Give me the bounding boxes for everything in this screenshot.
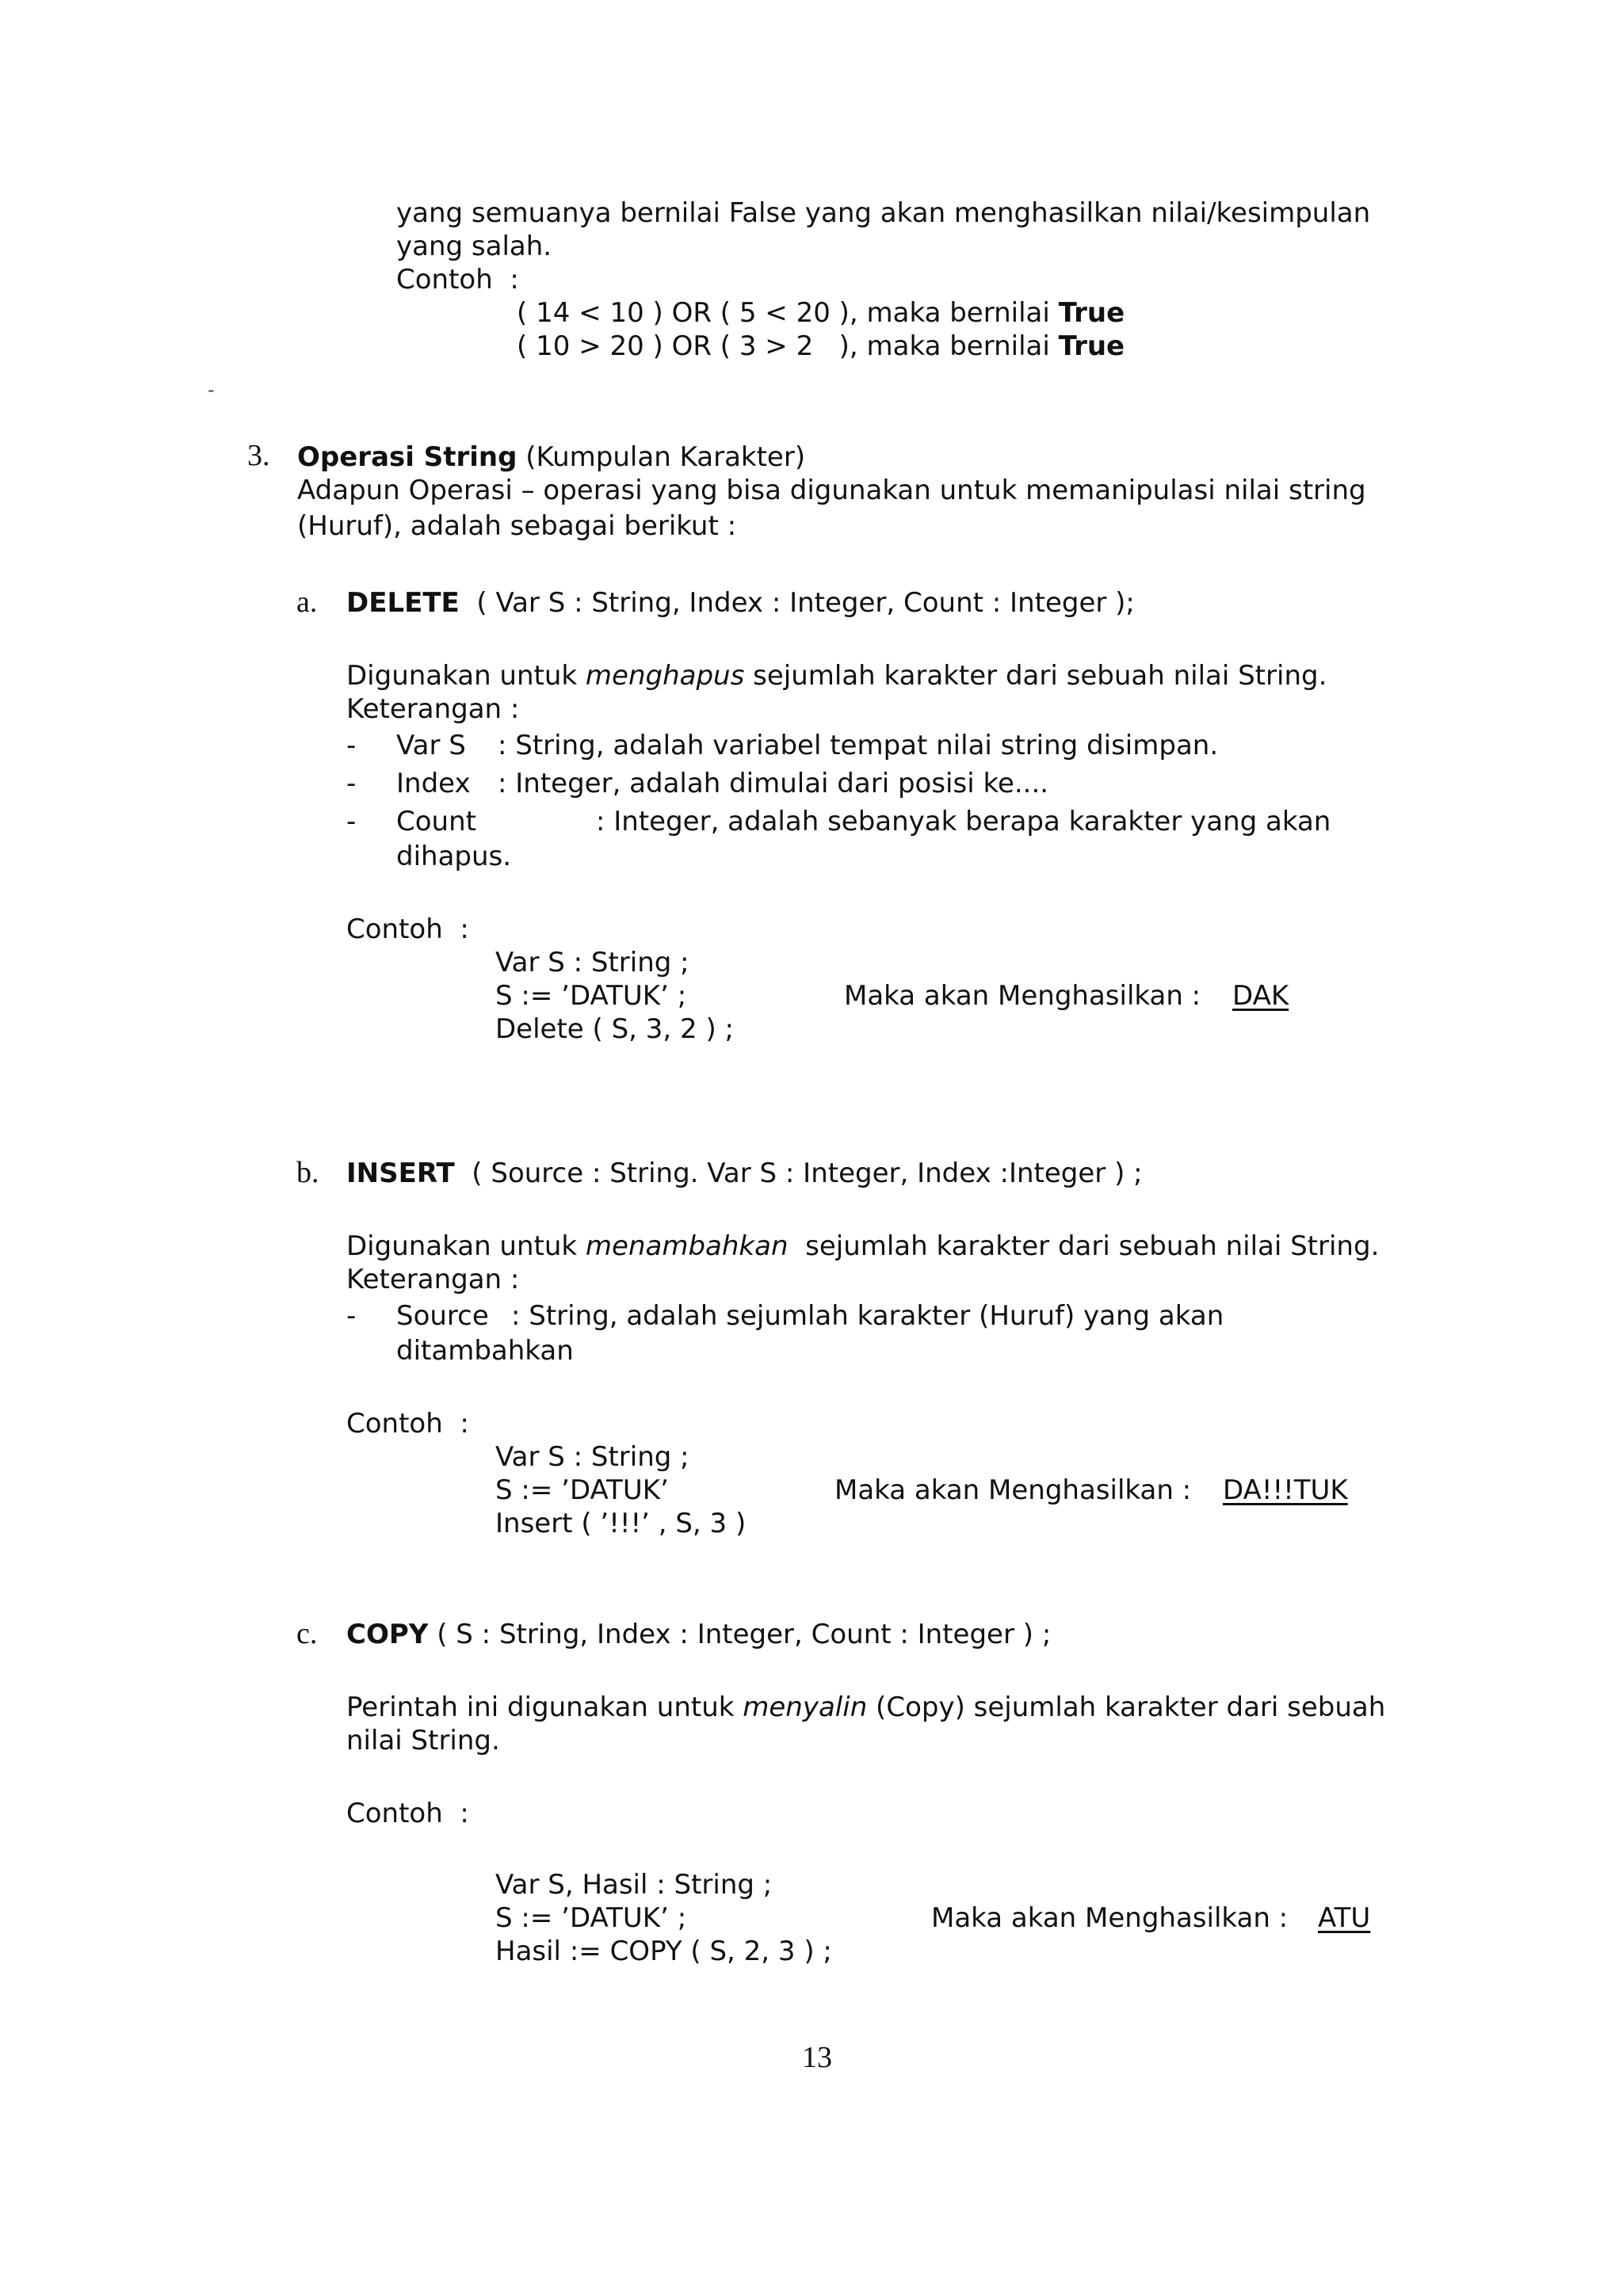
item-c-description-2: nilai String. [346,1725,500,1756]
intro-example-1 [517,296,1125,330]
item-a-bullet-dash: - [346,806,357,837]
item-b-signature: ( Source : String. Var S : Integer, Index :Integer ) ; [454,1158,1143,1189]
item-a-bullet-dash: - [346,768,357,799]
item-c-desc-em: menyalin [743,1691,868,1723]
item-c-code-line: Hasil := COPY ( S, 2, 3 ) ; [495,1936,832,1967]
item-a-code-line: Var S : String ; [495,947,689,978]
item-b-bullet-text: : String, adalah sejumlah karakter (Huruf) yang akan [511,1300,1224,1332]
item-a-desc-post: sejumlah karakter dari sebuah nilai String. [744,660,1327,692]
item-a-bullet-text: : Integer, adalah dimulai dari posisi ke.... [498,768,1049,799]
stray-mark: - [208,379,215,401]
section-3-title-bold: Operasi String [297,441,517,473]
item-b-result-label: Maka akan Menghasilkan : [834,1474,1192,1506]
section-3-title [297,441,805,474]
item-b-description [346,1230,1379,1263]
item-a-bullet-term: Var S [396,730,466,761]
item-c-code-line: Var S, Hasil : String ; [495,1869,773,1901]
intro-example-2-text: ( 10 > 20 ) OR ( 3 > 2 ), maka bernilai [517,330,1059,362]
intro-contoh-label: Contoh : [396,264,519,296]
item-a-signature: ( Var S : String, Index : Integer, Count : Integer ); [459,587,1135,619]
item-b-bullet-dash: - [346,1300,357,1332]
item-b-result-value: DA!!!TUK [1223,1474,1348,1506]
intro-example-2 [517,330,1125,363]
item-a-code-line: Delete ( S, 3, 2 ) ; [495,1013,735,1045]
item-c-marker: c. [296,1617,318,1650]
item-a-contoh-label: Contoh : [346,913,469,945]
item-a-heading [346,586,1135,620]
item-b-code-line: Var S : String ; [495,1441,689,1473]
item-c-result-label: Maka akan Menghasilkan : [931,1902,1289,1934]
item-a-desc-pre: Digunakan untuk [346,660,586,692]
item-c-name: COPY [346,1619,429,1650]
item-a-name: DELETE [346,587,460,619]
item-c-heading [346,1618,1051,1651]
item-a-keterangan: Keterangan : [346,693,520,725]
intro-example-1-text: ( 14 < 10 ) OR ( 5 < 20 ), maka bernilai [517,297,1059,329]
item-a-marker: a. [296,585,318,619]
item-c-result-value: ATU [1318,1902,1371,1934]
item-a-bullet-continuation: dihapus. [396,841,512,872]
item-a-code-line: S := ’DATUK’ ; [495,980,687,1012]
item-a-bullet-term: Index [396,768,471,799]
item-c-contoh-label: Contoh : [346,1798,469,1829]
item-a-description [346,659,1327,692]
item-c-desc-post: (Copy) sejumlah karakter dari sebuah [867,1691,1386,1723]
item-b-desc-pre: Digunakan untuk [346,1230,586,1262]
item-b-bullet-continuation: ditambahkan [396,1335,574,1367]
item-b-keterangan: Keterangan : [346,1264,520,1295]
item-b-heading [346,1157,1143,1190]
intro-line-1: yang semuanya bernilai False yang akan menghasilkan nilai/kesimpulan [396,197,1371,229]
section-3-desc-2: (Huruf), adalah sebagai berikut : [297,510,737,542]
item-c-description [346,1691,1385,1724]
item-b-code-line: Insert ( ’!!!’ , S, 3 ) [495,1508,747,1539]
item-a-bullet-text: : String, adalah variabel tempat nilai string disimpan. [498,730,1219,761]
section-3-number: 3. [247,439,270,472]
item-b-name: INSERT [346,1158,455,1189]
section-3-title-rest: (Kumpulan Karakter) [517,441,806,473]
item-b-contoh-label: Contoh : [346,1408,469,1440]
item-a-bullet-dash: - [346,730,357,761]
item-a-result-label: Maka akan Menghasilkan : [844,980,1201,1012]
intro-line-2: yang salah. [396,231,552,262]
item-b-desc-post: sejumlah karakter dari sebuah nilai String. [788,1230,1380,1262]
item-a-bullet-text: : Integer, adalah sebanyak berapa karakter yang akan [596,806,1331,837]
item-b-bullet-term: Source [396,1300,489,1332]
section-3-desc-1: Adapun Operasi – operasi yang bisa digunakan untuk memanipulasi nilai string [297,475,1366,506]
item-a-desc-em: menghapus [585,660,745,692]
item-b-desc-em: menambahkan [585,1230,789,1262]
intro-example-2-result: True [1058,330,1125,362]
item-b-marker: b. [296,1156,319,1189]
intro-example-1-result: True [1058,297,1125,329]
item-c-desc-pre: Perintah ini digunakan untuk [346,1691,743,1723]
item-a-result-value: DAK [1232,980,1289,1012]
item-a-bullet-term: Count [396,806,476,837]
item-c-signature: ( S : String, Index : Integer, Count : Integer ) ; [428,1619,1052,1650]
item-c-code-line: S := ’DATUK’ ; [495,1902,687,1934]
page-number: 13 [802,2041,832,2074]
item-b-code-line: S := ’DATUK’ [495,1474,669,1506]
